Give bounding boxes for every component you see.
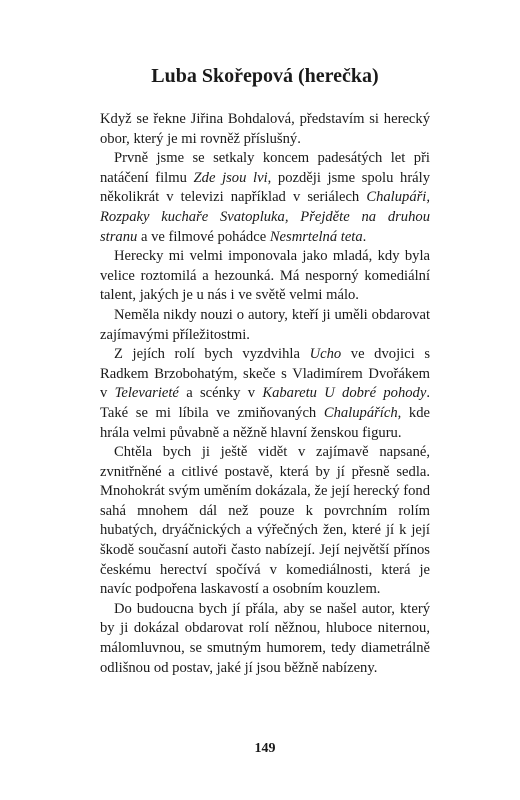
paragraph-text: . [362, 228, 367, 245]
paragraph-text: Chtěla bych ji ještě vidět v zajímavě napsané, zvnitřněné a citlivé postavě, která by jí přesně sedla. Mnohokrát svým uměním dokázala, že její herecký fond sahá mnohem dál než pouze k povrchním rolím hubatých, dryáčnických a výřečných žen, které jí k její škodě současní autoři často nabízejí. Její největší přínos českému herectví spočívá v komediálnosti, která je navíc podpořena laskavostí a osobním kouzlem. [100, 444, 430, 598]
paragraph [100, 600, 430, 678]
paragraph-text: , kde hrála velmi půvabně a něžně hlavní ženskou figuru. [100, 404, 430, 441]
paragraph-text: a ve filmové pohádce [137, 228, 270, 245]
italic-title-text: Kabaretu U dobré pohody [262, 385, 427, 402]
italic-title-text: Chalupářích [323, 404, 398, 421]
italic-title-text: Televarieté [114, 385, 179, 402]
paragraph-text: . Také se mi líbila ve zmiňovaných [100, 385, 430, 421]
italic-title-text: Chalupáři, Rozpaky kuchaře Svatopluka, Přejděte na druhou stranu [100, 189, 430, 245]
italic-title-text: Ucho [309, 346, 342, 363]
page-number: 149 [254, 741, 276, 756]
paragraph-text: Z jejích rolí bych vyzdvihla [114, 346, 310, 363]
paragraph [100, 345, 430, 443]
paragraph [100, 110, 430, 149]
italic-title-text: Zde jsou lvi [193, 169, 268, 186]
paragraph [100, 247, 430, 306]
paragraph-text: a scénky v [178, 385, 263, 402]
paragraph [100, 443, 430, 600]
paragraph-text: ve dvojici s Radkem Brzobohatým, skeče s Vladimírem Dvořákem v [100, 346, 430, 402]
paragraph-text: Neměla nikdy nouzi o autory, kteří ji uměli obdarovat zajímavými příležitostmi. [100, 306, 430, 343]
book-page [100, 0, 430, 800]
paragraph-text: Prvně jsme se setkaly koncem padesátých let při natáčení filmu [100, 150, 430, 186]
paragraph [100, 306, 430, 345]
paragraph-text: Když se řekne Jiřina Bohdalová, představím si herecký obor, který je mi rovněž příslušný. [100, 111, 430, 147]
paragraph-text: Do budoucna bych jí přála, aby se našel autor, který by ji dokázal obdarovat rolí něžnou, hluboce niternou, málomluvnou, se smutným humorem, tedy diametrálně odlišnou od postav, jaké jí jsou běžně nabízeny. [100, 600, 430, 676]
italic-title-text: Nesmrtelná teta [269, 228, 363, 245]
paragraph [100, 149, 430, 247]
body-text [100, 110, 430, 678]
chapter-title: Luba Skořepová (herečka) [151, 65, 379, 87]
paragraph-text: , později jsme spolu hrály několikrát v televizi například v seriálech [100, 169, 431, 206]
paragraph-text: Herecky mi velmi imponovala jako mladá, kdy byla velice roztomilá a hezounká. Má nesporný komediální talent, jakých je u nás i ve světě velmi málo. [100, 248, 430, 304]
